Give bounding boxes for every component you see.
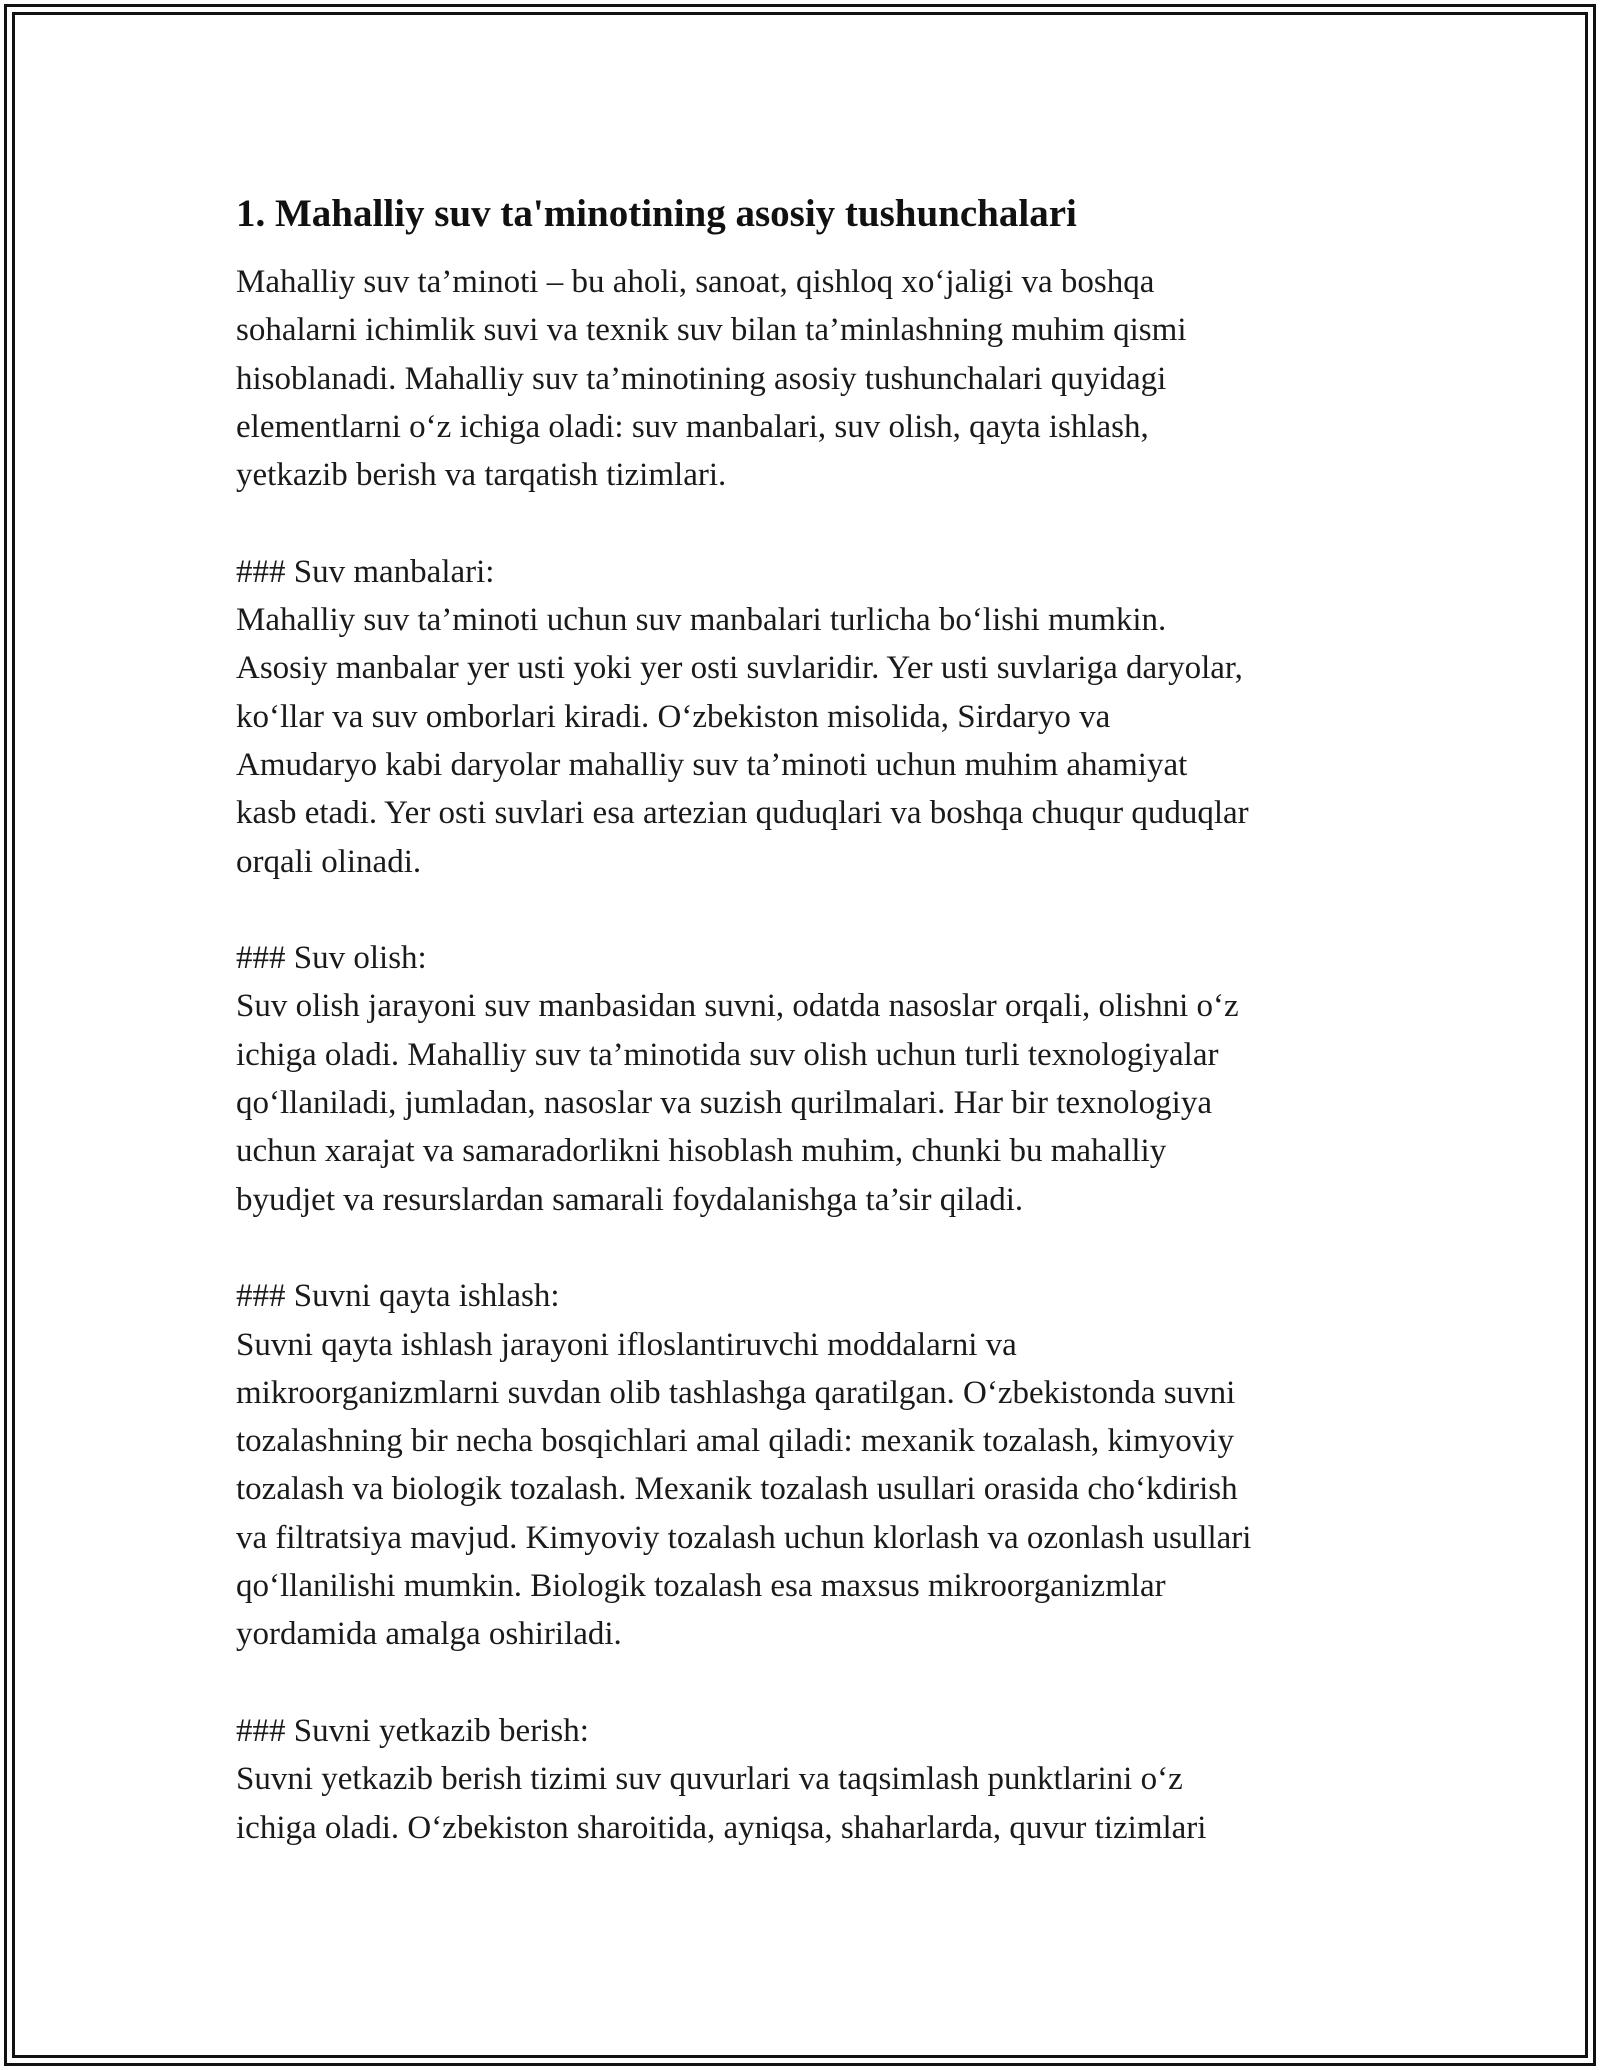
- section-suvni-yetkazib-berish: [236, 1707, 1386, 1852]
- section-body: Suvni qayta ishlash jarayoni ifloslantiruvchi moddalarni va mikroorganizmlarni suvdan olib tashlashga qaratilgan. O‘zbekistonda suvni tozalashning bir necha bosqichlari amal qiladi: mexanik tozalash, kimyoviy tozalash va biologik tozalash. Mexanik tozalash usullari orasida cho‘kdirish va filtratsiya mavjud. Kimyoviy tozalash uchun klorlash va ozonlash usullari qo‘llanilishi mumkin. Biologik tozalash esa maxsus mikroorganizmlar yordamida amalga oshiriladi.: [236, 1326, 1252, 1653]
- document-page: [236, 184, 1386, 1852]
- section-suv-olish: [236, 934, 1386, 1224]
- section-suvni-qayta-ishlash: [236, 1272, 1386, 1658]
- section-suv-manbalari: [236, 548, 1386, 886]
- section-title: ### Suv manbalari:: [236, 553, 495, 590]
- section-body: Mahalliy suv ta’minoti uchun suv manbalari turlicha bo‘lishi mumkin. Asosiy manbalar yer usti yoki yer osti suvlaridir. Yer usti suvlariga daryolar, ko‘llar va suv omborlari kiradi. O‘zbekiston misolida, Sirdaryo va Amudaryo kabi daryolar mahalliy suv ta’minoti uchun muhim ahamiyat kasb etadi. Yer osti suvlari esa artezian quduqlari va boshqa chuqur quduqlar orqali olinadi.: [236, 602, 1249, 880]
- section-title: ### Suvni yetkazib berish:: [236, 1712, 589, 1749]
- section-title: ### Suvni qayta ishlash:: [236, 1278, 560, 1315]
- section-title: ### Suv olish:: [236, 940, 427, 977]
- section-body: Suv olish jarayoni suv manbasidan suvni, odatda nasoslar orqali, olishni o‘z ichiga oladi. Mahalliy suv ta’minotida suv olish uchun turli texnologiyalar qo‘llaniladi, jumladan, nasoslar va suzish qurilmalari. Har bir texnologiya uchun xarajat va samaradorlikni hisoblash muhim, chunki bu mahalliy byudjet va resurslardan samarali foydalanishga ta’sir qiladi.: [236, 988, 1239, 1218]
- section-body: Suvni yetkazib berish tizimi suv quvurlari va taqsimlash punktlarini o‘z ichiga oladi. O‘zbekiston sharoitida, ayniqsa, shaharlarda, quvur tizimlari: [236, 1761, 1207, 1846]
- document-heading: 1. Mahalliy suv ta'minotining asosiy tushunchalari: [236, 192, 1077, 235]
- intro-paragraph: Mahalliy suv ta’minoti – bu aholi, sanoat, qishloq xo‘jaligi va boshqa sohalarni ichimlik suvi va texnik suv bilan ta’minlashning muhim qismi hisoblanadi. Mahalliy suv ta’minotining asosiy tushunchalari quyidagi elementlarni o‘z ichiga oladi: suv manbalari, suv olish, qayta ishlash, yetkazib berish va tarqatish tizimlari.: [236, 264, 1187, 494]
